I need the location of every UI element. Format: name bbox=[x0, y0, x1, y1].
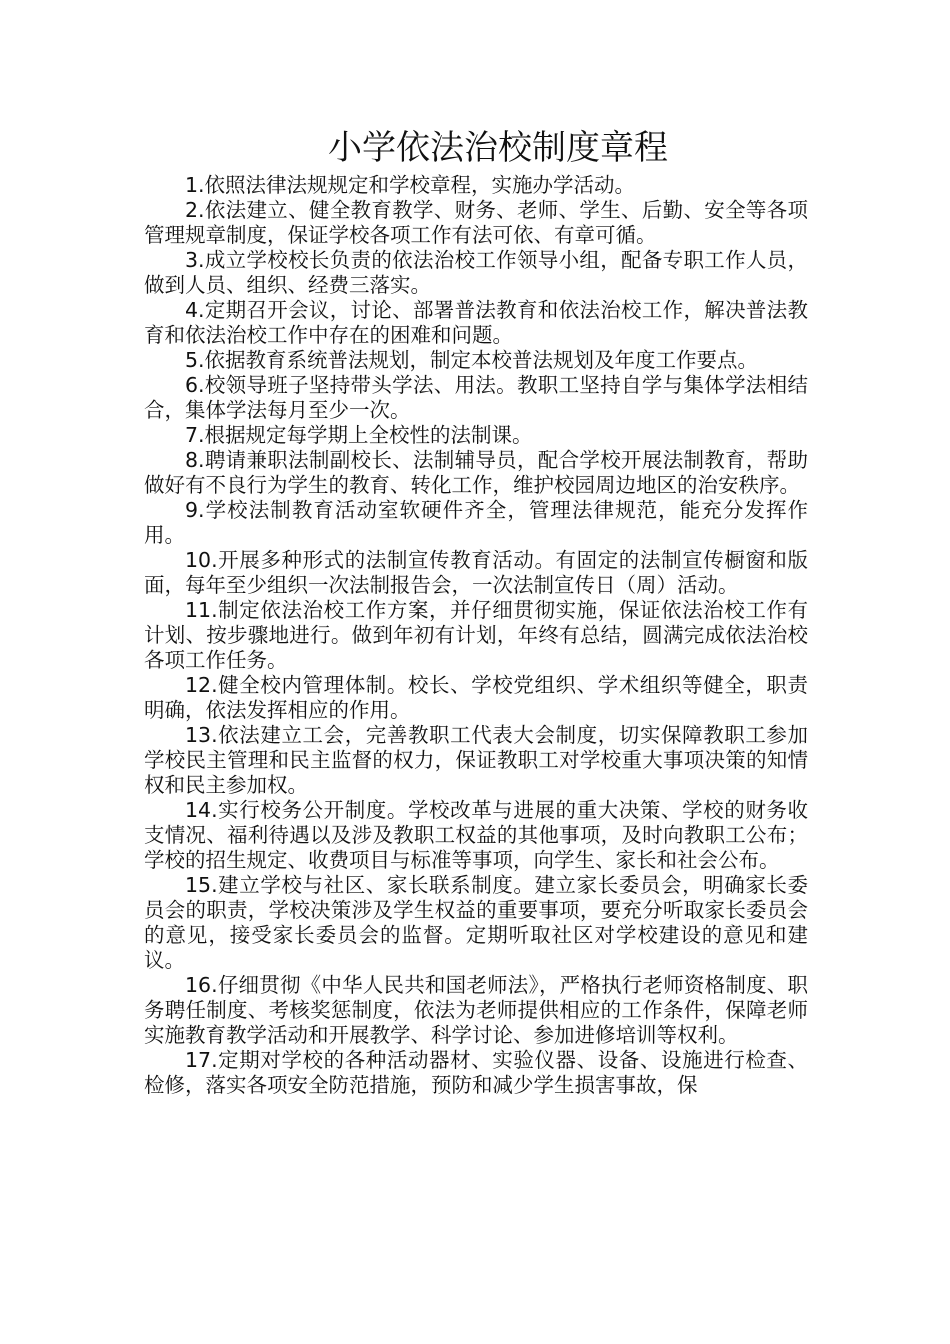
document-title: 小学依法治校制度章程 bbox=[328, 128, 668, 168]
paragraph-17: 17.定期对学校的各种活动器材、实验仪器、设备、设施进行检查、检修，落实各项安全防范措施，预防和减少学生损害事故，保 bbox=[144, 1048, 808, 1097]
document-body bbox=[144, 173, 808, 1098]
paragraph-7: 7.根据规定每学期上全校性的法制课。 bbox=[185, 423, 533, 447]
paragraph-4: 4.定期召开会议，讨论、部署普法教育和依法治校工作，解决普法教育和依法治校工作中存在的困难和问题。 bbox=[144, 298, 808, 347]
paragraph-11: 11.制定依法治校工作方案，并仔细贯彻实施，保证依法治校工作有计划、按步骤地进行。做到年初有计划，年终有总结，圆满完成依法治校各项工作任务。 bbox=[144, 598, 808, 672]
paragraph-16: 16.仔细贯彻《中华人民共和国老师法》，严格执行老师资格制度、职务聘任制度、考核奖惩制度，依法为老师提供相应的工作条件，保障老师实施教育教学活动和开展教学、科学讨论、参加进修培训等权利。 bbox=[144, 973, 808, 1047]
paragraph-14: 14.实行校务公开制度。学校改革与进展的重大决策、学校的财务收支情况、福利待遇以及涉及教职工权益的其他事项，及时向教职工公布；学校的招生规定、收费项目与标准等事项，向学生、家长和社会公布。 bbox=[144, 798, 808, 872]
paragraph-9: 9.学校法制教育活动室软硬件齐全，管理法律规范，能充分发挥作用。 bbox=[144, 498, 808, 547]
paragraph-15: 15.建立学校与社区、家长联系制度。建立家长委员会，明确家长委员会的职责，学校决策涉及学生权益的重要事项，要充分听取家长委员会的意见，接受家长委员会的监督。定期听取社区对学校建设的意见和建议。 bbox=[144, 873, 808, 972]
paragraph-5: 5.依据教育系统普法规划，制定本校普法规划及年度工作要点。 bbox=[185, 348, 759, 372]
paragraph-2: 2.依法建立、健全教育教学、财务、老师、学生、后勤、安全等各项管理规章制度，保证学校各项工作有法可依、有章可循。 bbox=[144, 198, 808, 247]
paragraph-12: 12.健全校内管理体制。校长、学校党组织、学术组织等健全，职责明确，依法发挥相应的作用。 bbox=[144, 673, 808, 722]
paragraph-8: 8.聘请兼职法制副校长、法制辅导员，配合学校开展法制教育，帮助做好有不良行为学生的教育、转化工作，维护校园周边地区的治安秩序。 bbox=[144, 448, 808, 497]
paragraph-6: 6.校领导班子坚持带头学法、用法。教职工坚持自学与集体学法相结合，集体学法每月至少一次。 bbox=[144, 373, 808, 422]
paragraph-13: 13.依法建立工会，完善教职工代表大会制度，切实保障教职工参加学校民主管理和民主监督的权力，保证教职工对学校重大事项决策的知情权和民主参加权。 bbox=[144, 723, 808, 797]
paragraph-3: 3.成立学校校长负责的依法治校工作领导小组，配备专职工作人员，做到人员、组织、经费三落实。 bbox=[144, 248, 808, 297]
paragraph-1: 1.依照法律法规规定和学校章程，实施办学活动。 bbox=[185, 173, 636, 197]
paragraph-10: 10.开展多种形式的法制宣传教育活动。有固定的法制宣传橱窗和版面，每年至少组织一次法制报告会，一次法制宣传日（周）活动。 bbox=[144, 548, 808, 597]
